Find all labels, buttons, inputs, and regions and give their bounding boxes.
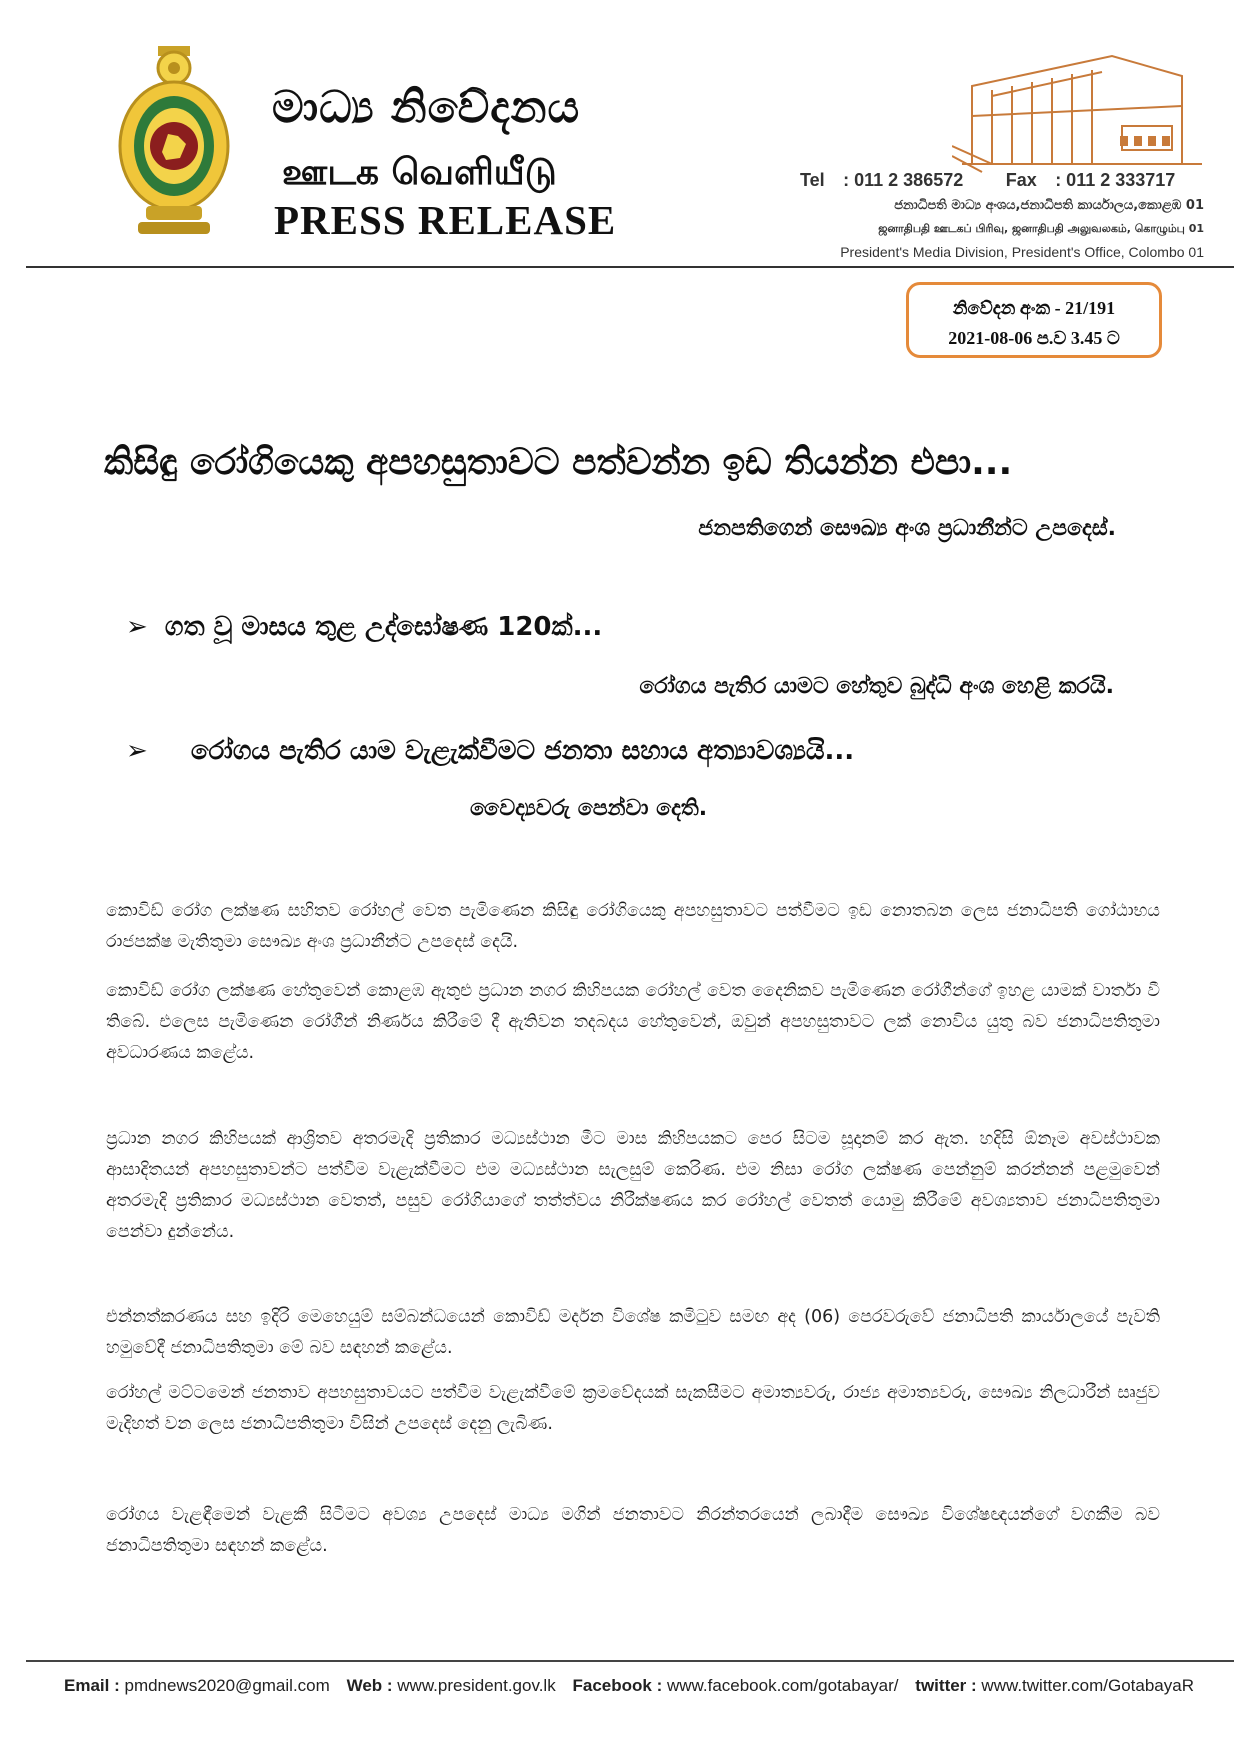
headline-title: කිසිඳු රෝගියෙකු අපහසුතාවට පත්වන්න ඉඩ තියන්න එපා...: [104, 442, 1013, 483]
release-datetime: 2021-08-06 ප.ව 3.45 ට: [948, 328, 1120, 348]
presidents-office-building-icon: [952, 46, 1206, 176]
email-label: Email :: [64, 1676, 120, 1695]
sri-lanka-emblem-icon: [118, 46, 230, 244]
body-paragraph: රෝගය වැළඳීමෙන් වැළකී සිටීමට අවශ්‍ය උපදෙස් මාධ්‍ය මගින් ජනතාවට නිරන්තරයෙන් ලබාදීම සෞඛ්‍ය විශේෂඥයන්ගේ වගකීම බව ජනාධිපතිතුමා සඳහන් කළේය.: [106, 1505, 1160, 1556]
body-paragraph: රෝහල් මට්ටමෙන් ජනතාව අපහසුතාවයට පත්වීම වැළැක්වීමේ ක්‍රමවේදයක් සැකසීමට අමාත්‍යවරු, රාජ්‍ය අමාත්‍යවරු, සෞඛ්‍ය නිලධාරීන් සෘජුව මැදිහත් වන ලෙස ජනාධිපතිතුමා විසින් උපදෙස් දෙනු ලැබිණ.: [106, 1383, 1160, 1434]
facebook-label: Facebook :: [572, 1676, 663, 1695]
footer-contacts: [64, 1676, 1194, 1696]
title-english: PRESS RELEASE: [274, 197, 617, 243]
title-sinhala: මාධ්‍ය නිවේදනය: [272, 82, 581, 133]
twitter-link[interactable]: www.twitter.com/GotabayaR: [981, 1676, 1194, 1695]
web-link[interactable]: www.president.gov.lk: [397, 1676, 556, 1695]
web-label: Web :: [346, 1676, 393, 1695]
body-paragraph: ප්‍රධාන නගර කිහිපයක් ආශ්‍රිතව අතරමැදි ප්‍රතිකාර මධ්‍යස්ථාන මීට මාස කිහිපයකට පෙර සිටම සූදානම් කර ඇත. හදිසි ඕනෑම අවස්ථාවක ආසාදිතයන් අපහසුතාවන්ට පත්වීම වැළැක්වීමට එම මධ්‍යස්ථාන සැලසුම් කෙරිණ. එම නිසා රෝග ලක්ෂණ පෙන්නුම් කරන්නන් පළමුවෙන් අතරමැදි ප්‍රතිකාර මධ්‍යස්ථාන වෙතත්, පසුව රෝගියාගේ තත්ත්වය නිරීක්ෂණය කර රෝහල් වෙතත් යොමු කිරීමේ අවශ්‍යතාව ජනාධිපතිතුමා පෙන්වා දුන්නේය.: [106, 1129, 1160, 1242]
footer-twitter: [915, 1676, 1194, 1696]
arrow-bullet-icon: ➢: [126, 612, 148, 642]
tel-value: : 011 2 386572: [843, 170, 964, 190]
headline-subtitle: ජනපතිගෙන් සෞඛ්‍ය අංශ ප්‍රධානීන්ට උපදෙස්.: [698, 516, 1116, 541]
bullet-subtext: වෛද්‍යවරු පෙන්වා දෙති.: [470, 796, 708, 821]
bullet-item: [126, 612, 602, 643]
bullet-text: ගත වූ මාසය තුළ උද්ඝෝෂණ 120ක්...: [164, 612, 603, 642]
bullet-item: [126, 736, 854, 767]
fax-value: : 011 2 333717: [1055, 170, 1176, 190]
facebook-link[interactable]: www.facebook.com/gotabayar/: [666, 1676, 899, 1695]
title-tamil: ஊடக வெளியீடு: [282, 152, 557, 193]
address-tamil: ஜனாதிபதி ஊடகப் பிரிவு, ஜனாதிபதி அலுவலகம், கொழும்பு 01: [878, 222, 1204, 235]
footer-facebook: [573, 1676, 899, 1696]
body-paragraph: කොවිඩ් රෝග ලක්ෂණ සහිතව රෝහල් වෙත පැමිණෙන කිසිඳු රෝගියෙකු අපහසුතාවට පත්වීමට ඉඩ නොතබන ලෙස ජනාධිපති ගෝඨාභය රාජපක්ෂ මැතිතුමා සෞඛ්‍ය අංශ ප්‍රධානීන්ට උපදෙස් දෙයි.: [106, 901, 1160, 952]
twitter-label: twitter :: [915, 1676, 977, 1695]
tel-label: Tel: [800, 170, 825, 190]
release-number: නිවේදන අංක - 21/191: [952, 298, 1116, 318]
email-link[interactable]: pmdnews2020@gmail.com: [124, 1676, 330, 1695]
footer-web: [347, 1676, 556, 1696]
body-paragraph: කොවිඩ් රෝග ලක්ෂණ හේතුවෙන් කොළඹ ඇතුළු ප්‍රධාන නගර කිහිපයක රෝහල් වෙත දෛනිකව පැමිණෙන රෝගීන්ගේ ඉහළ යාමක් වාර්තා වී තිබේ. එලෙස පැමිණෙන රෝගීන් නිර්ණය කිරීමේ දී ඇතිවන තදබදය හේතුවෙන්, ඔවුන් අපහසුතාවට ලක් නොවිය යුතු බව ජනාධිපතිතුමා අවධාරණය කළේය.: [106, 981, 1160, 1063]
contact-phone-fax: [800, 170, 1175, 191]
address-sinhala: ජනාධිපති මාධ්‍ය අංශය,ජනාධිපති කාර්යාලය,කොළඹ 01: [894, 198, 1204, 213]
address-english: President's Media Division, President's Office, Colombo 01: [840, 244, 1204, 260]
bullet-text: රෝගය පැතිර යාම වැළැක්වීමට ජනතා සහාය අත්‍යාවශ්‍යයි...: [190, 736, 855, 766]
release-info-box: [906, 282, 1162, 358]
body-paragraph: එන්නත්කරණය සහ ඉදිරි මෙහෙයුම් සම්බන්ධයෙන් කොවිඩ් මර්දන විශේෂ කමිටුව සමඟ අද (06) පෙරවරුවේ ජනාධිපති කාර්යාලයේ පැවති හමුවේදී ජනාධිපතිතුමා මේ බව සඳහන් කළේය.: [106, 1307, 1160, 1358]
header-divider: [26, 266, 1234, 268]
fax-label: Fax: [1005, 170, 1037, 190]
footer-divider: [26, 1660, 1234, 1662]
arrow-bullet-icon: ➢: [126, 736, 148, 766]
footer-email: [64, 1676, 330, 1696]
bullet-subtext: රෝගය පැතිර යාමට හේතුව බුද්ධි අංශ හෙළි කරයි.: [639, 674, 1114, 699]
